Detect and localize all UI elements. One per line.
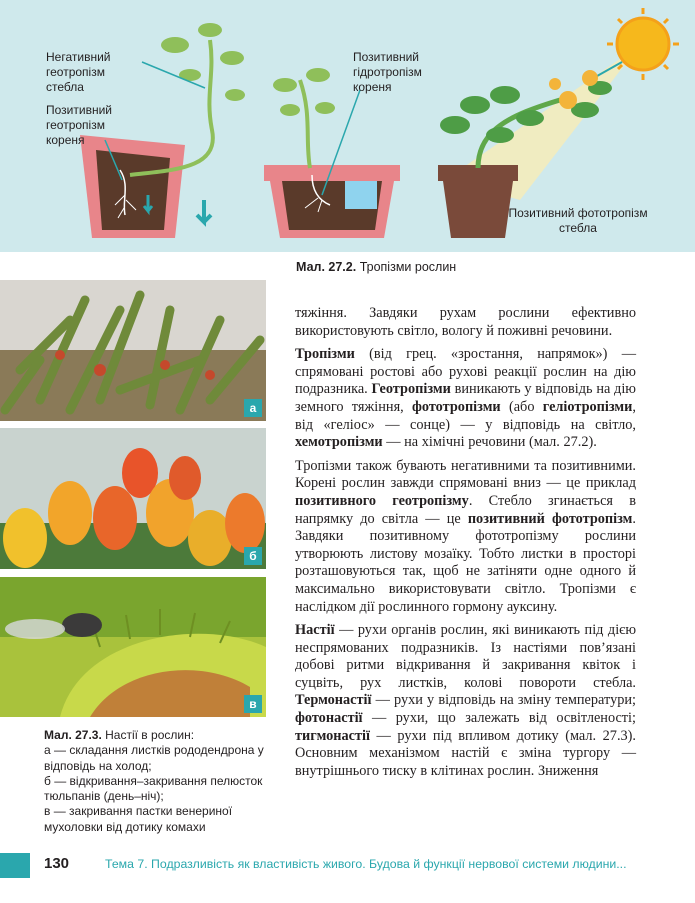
paragraph-negative-positive: Тропізми також бувають негативними та позитивними. Корені рослин завжди спрямовані вниз — це приклад позитивного геотропізму. Стебло згинається в напрямку до світла — це позитивний фототропізм. Завдяки позитивному фототропізму рослини утворюють листову мозаїку. Тобто листки в просторі розташовуються так, щоб не затіняти одне одного й максимально використовувати світло. Тропізми є наслідком дії рослинного гормону ауксину. [295, 457, 636, 615]
side-caption-item-b: б — відкривання–закривання пелюсток тюльпанів (день–ніч); [44, 773, 263, 804]
sun-icon [617, 18, 669, 70]
paragraph-1: тяжіння. Завдяки рухам рослини ефективно використовують світло, вологу й поживні речовини. [295, 305, 636, 339]
caption-number: Мал. 27.2. [296, 260, 357, 274]
term-thermonasty: Термонастії [295, 692, 372, 709]
caption-text: Тропізми рослин [359, 260, 457, 274]
term-thigmonasty: тигмонастії [295, 727, 370, 744]
photo-tag-b: б [244, 547, 262, 565]
paragraph-tropisms: Тропізми (від грец. «зростання, напрямок») — спрямовані ростові або рухові реакції рослин на дію подразника. Геотропізми виникають у відповідь на дію земного тяжіння, фототропізми (або геліотропізми, від «геліос» — сонце) — у відповідь на світло, хемотропізми — на хімічні речовини (мал. 27.2). [295, 346, 636, 451]
term-nastic: Настії [295, 622, 335, 639]
term-positive-geotropism: позитивного геотропізму [295, 492, 469, 509]
tropisms-illustration [0, 0, 695, 252]
photo-venus-flytrap [0, 577, 266, 717]
side-caption-heading [44, 728, 268, 743]
main-text [295, 305, 636, 786]
term-positive-phototropism: позитивний фототропізм [467, 510, 633, 527]
term-tropisms: Тропізми [295, 346, 355, 363]
paragraph-nastic: Настії — рухи органів рослин, які виникають під дією неспрямованих подразників. Із настіями пов’язані добові ритми відкривання й закривання квіток і суцвіть, рух листків, колові повороти стебла. Термонастії — рухи у відповідь на зміну температури; фотонастії — рухи, що залежать від освітленості; тигмонастії — рухи під впливом дотику (мал. 27.3). Основним механізмом настій є зміна тургору — внутрішнього тиску в клітинах рослин. Зниження [295, 622, 636, 779]
photo-tag-v: в [244, 695, 262, 713]
side-caption-item-a: а — складання листків рододендрона у відповідь на холод; [44, 743, 264, 773]
term-chemotropisms: хемотропізми [295, 434, 383, 451]
term-geotropisms: Геотропізми [371, 381, 451, 398]
label-positive-geotropism-root: Позитивний геотропізм кореня [46, 103, 112, 147]
term-photonasty: фотонастії [295, 710, 363, 727]
photo-tag-a: а [244, 399, 262, 417]
term-heliotropisms: геліотропізми [542, 398, 633, 415]
photo-rhododendron [0, 280, 266, 421]
figure-27-2-caption [296, 260, 456, 274]
figure-27-3-caption [44, 728, 268, 835]
footer-accent-bar [0, 853, 30, 878]
side-caption-title: Настії в рослин: [105, 728, 195, 742]
running-title: Тема 7. Подразливість як властивість живого. Будова й функції нервової системи людини... [105, 857, 627, 871]
term-phototropisms: фототропізми [412, 398, 501, 415]
label-positive-hydrotropism: Позитивний гідротропізм кореня [353, 50, 422, 94]
side-caption-number: Мал. 27.3. [44, 728, 102, 742]
page-number: 130 [44, 855, 70, 872]
label-negative-geotropism: Негативний геотропізм стебла [46, 50, 111, 94]
side-caption-item-v: в — закривання пастки венериної мухоловки від дотику комахи [44, 804, 233, 834]
photo-tulips [0, 428, 266, 569]
label-positive-phototropism: Позитивний фототропізм стебла [508, 206, 648, 235]
